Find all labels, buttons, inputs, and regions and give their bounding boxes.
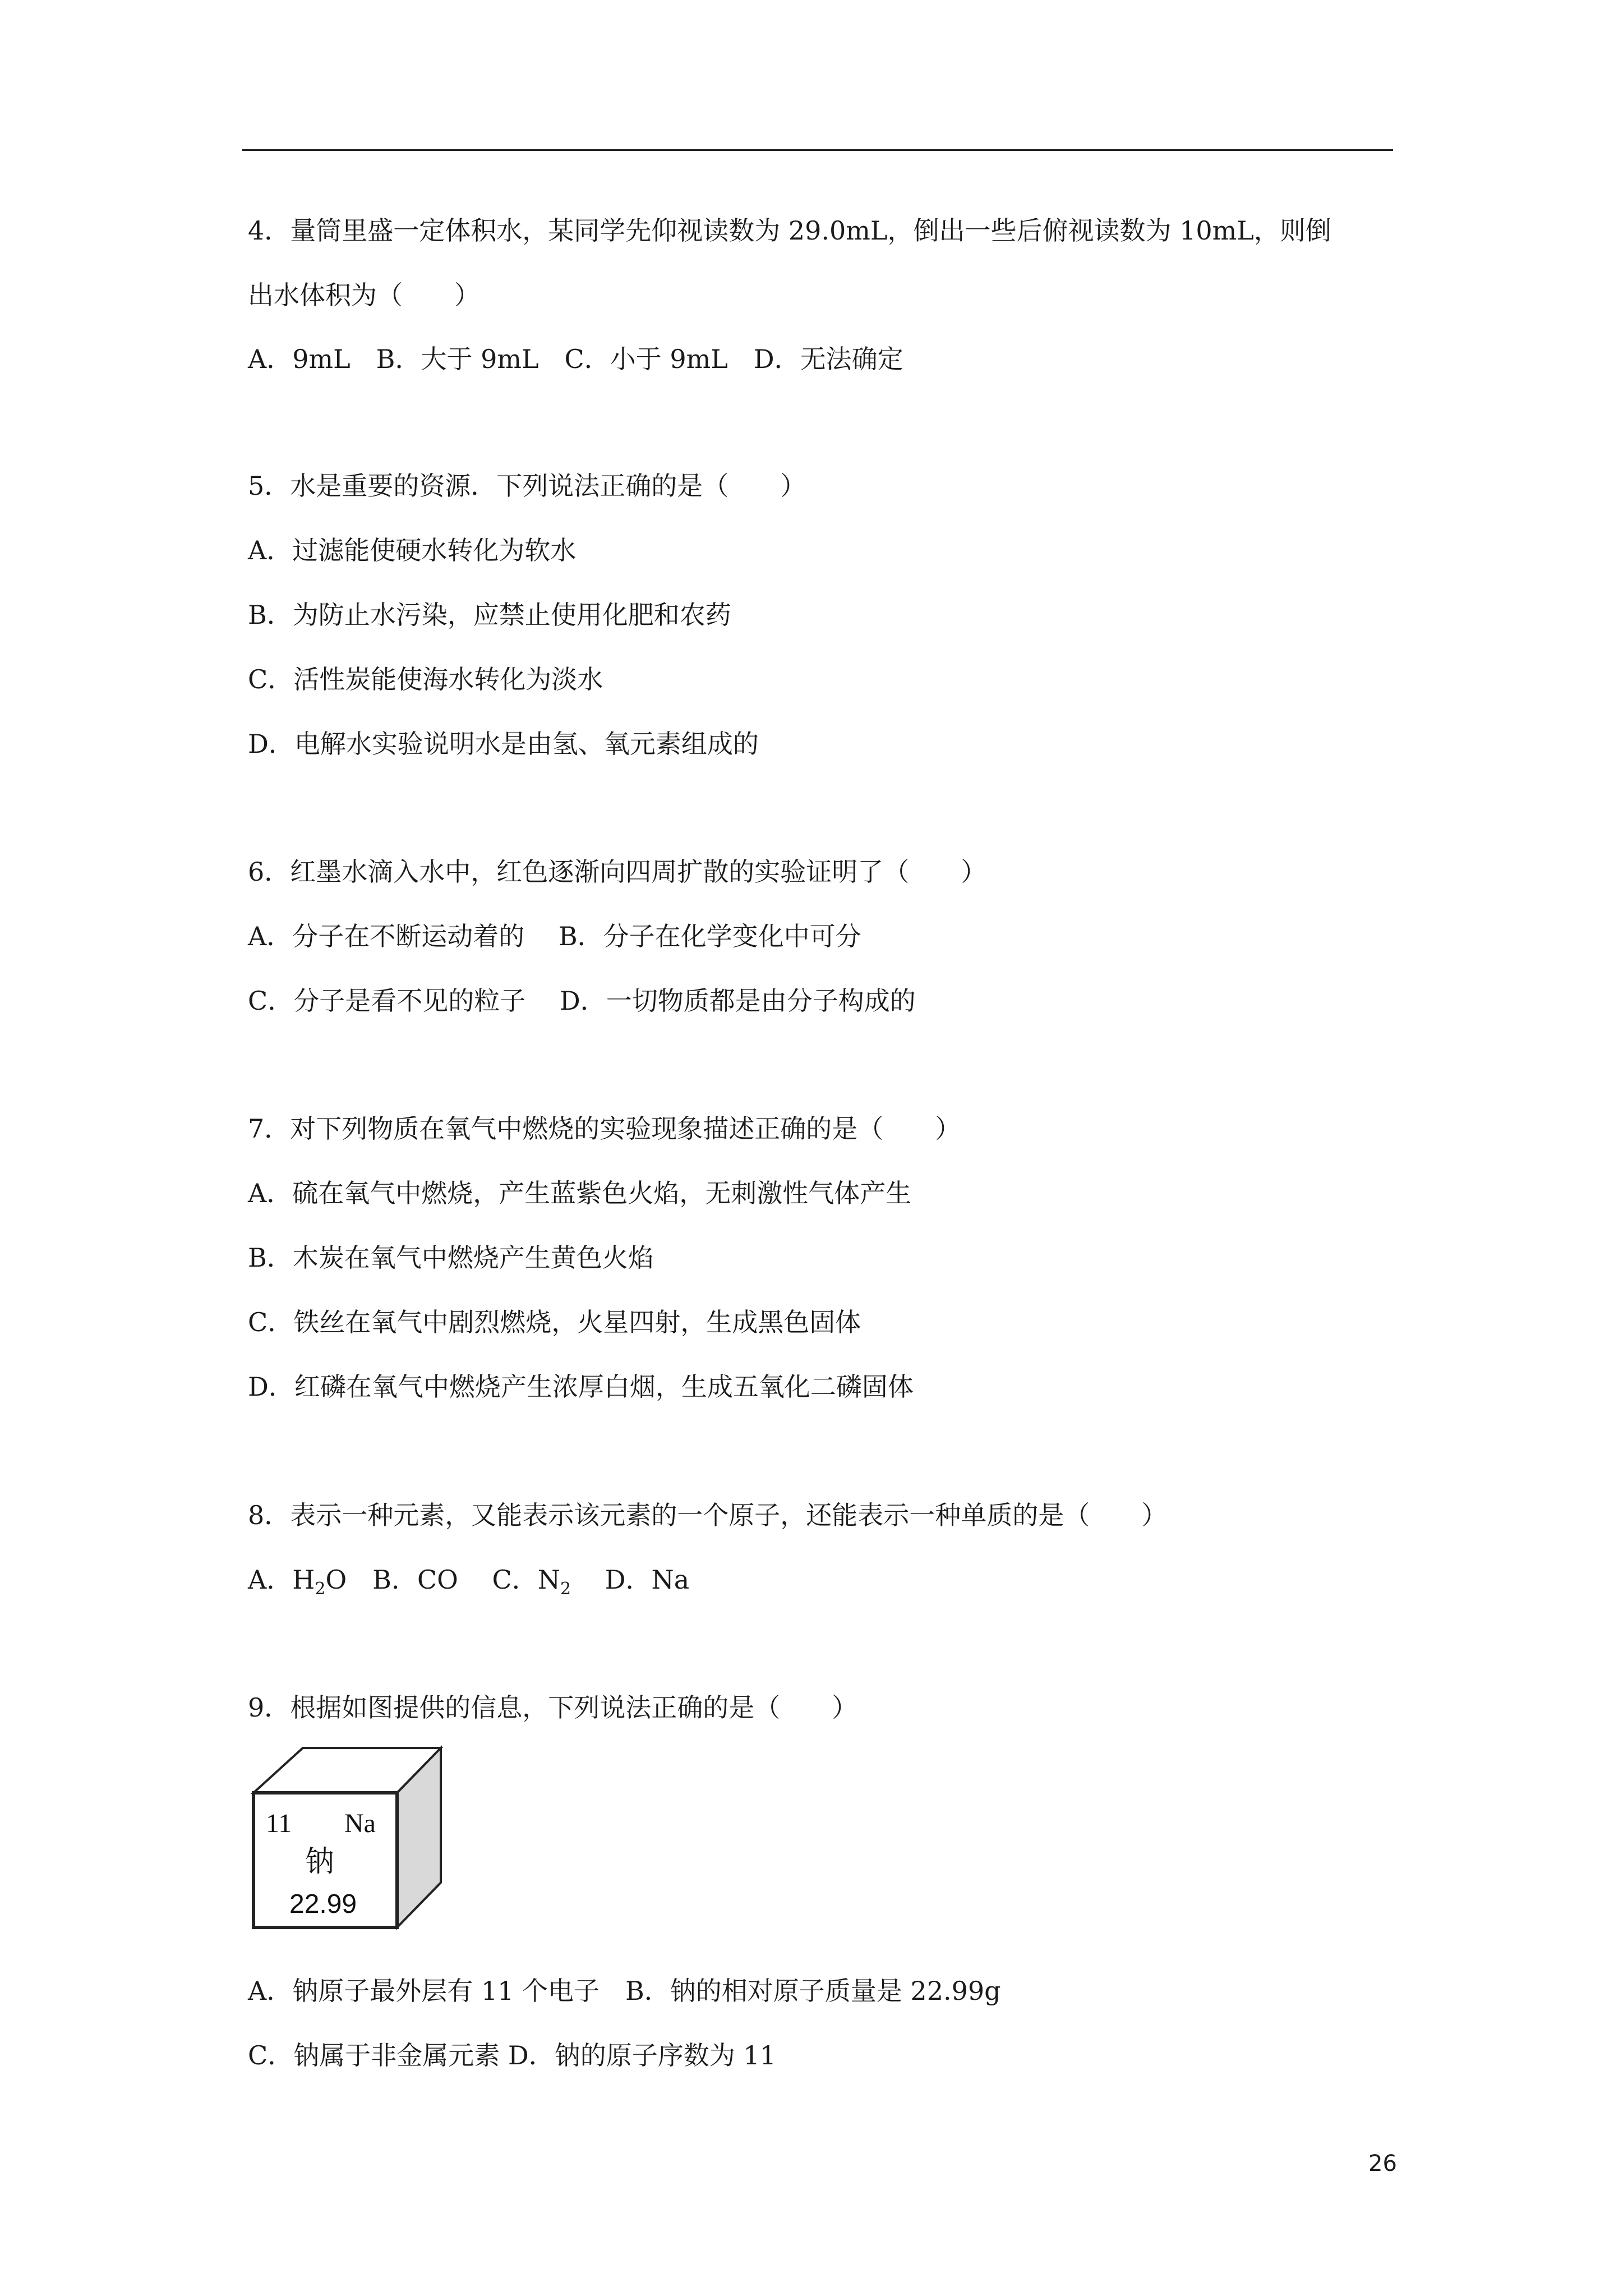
header-rule: [242, 149, 1393, 151]
q8-stem: 8．表示一种元素，又能表示该元素的一个原子，还能表示一种单质的是（ ）: [248, 1500, 1168, 1530]
q6-options-cd: C．分子是看不见的粒子 D．一切物质都是由分子构成的: [248, 986, 916, 1016]
q8-formula-subscript: 2: [315, 1579, 326, 1599]
q5-option-d: D．电解水实验说明水是由氢、氧元素组成的: [248, 729, 759, 759]
q7-option-d: D．红磷在氧气中燃烧产生浓厚白烟，生成五氧化二磷固体: [248, 1372, 914, 1402]
tile-atomic-number: 11: [266, 1809, 292, 1838]
q7-option-c: C．铁丝在氧气中剧烈燃烧，火星四射，生成黑色固体: [248, 1307, 861, 1337]
q8-formula-n: N: [537, 1565, 560, 1595]
q7-option-b: B．木炭在氧气中燃烧产生黄色火焰: [248, 1243, 654, 1273]
q6-options-ab: A．分子在不断运动着的 B．分子在化学变化中可分: [248, 921, 861, 951]
q5-option-a: A．过滤能使硬水转化为软水: [248, 535, 577, 565]
q8-formula-o: O: [325, 1565, 347, 1595]
q8-formula-h: H: [292, 1565, 315, 1595]
q8-option-d: D．Na: [571, 1565, 690, 1595]
q8-options: [248, 1563, 689, 1606]
q9-stem: 9．根据如图提供的信息，下列说法正确的是（ ）: [248, 1692, 858, 1723]
q7-option-a: A．硫在氧气中燃烧，产生蓝紫色火焰，无刺激性气体产生: [248, 1178, 912, 1208]
q4-options: A．9mL B．大于 9mL C．小于 9mL D．无法确定: [248, 344, 903, 374]
tile-symbol: Na: [344, 1809, 376, 1838]
tile-atomic-mass: 22.99: [289, 1889, 357, 1919]
page-number: 26: [1368, 2151, 1397, 2177]
tile-element-name: 钠: [305, 1845, 335, 1879]
q5-option-c: C．活性炭能使海水转化为淡水: [248, 664, 603, 694]
q8-option-a-label: A．: [248, 1565, 293, 1595]
q8-option-b-c-label: B．CO C．: [347, 1565, 538, 1595]
q4-stem-line-1: 4．量筒里盛一定体积水，某同学先仰视读数为 29.0mL，倒出一些后俯视读数为 10mL，则倒: [248, 215, 1331, 246]
q4-stem-line-2: 出水体积为（ ）: [248, 280, 480, 310]
q5-option-b: B．为防止水污染，应禁止使用化肥和农药: [248, 600, 731, 630]
q7-stem: 7．对下列物质在氧气中燃烧的实验现象描述正确的是（ ）: [248, 1114, 961, 1144]
element-tile-figure: [249, 1743, 446, 1932]
q9-options-ab: A．钠原子最外层有 11 个电子 B．钠的相对原子质量是 22.99g: [248, 1976, 1001, 2006]
q6-stem: 6．红墨水滴入水中，红色逐渐向四周扩散的实验证明了（ ）: [248, 857, 987, 887]
q5-stem: 5．水是重要的资源．下列说法正确的是（ ）: [248, 471, 806, 501]
q8-formula-n-subscript: 2: [560, 1579, 571, 1599]
q9-options-cd: C．钠属于非金属元素 D．钠的原子序数为 11: [248, 2040, 776, 2070]
